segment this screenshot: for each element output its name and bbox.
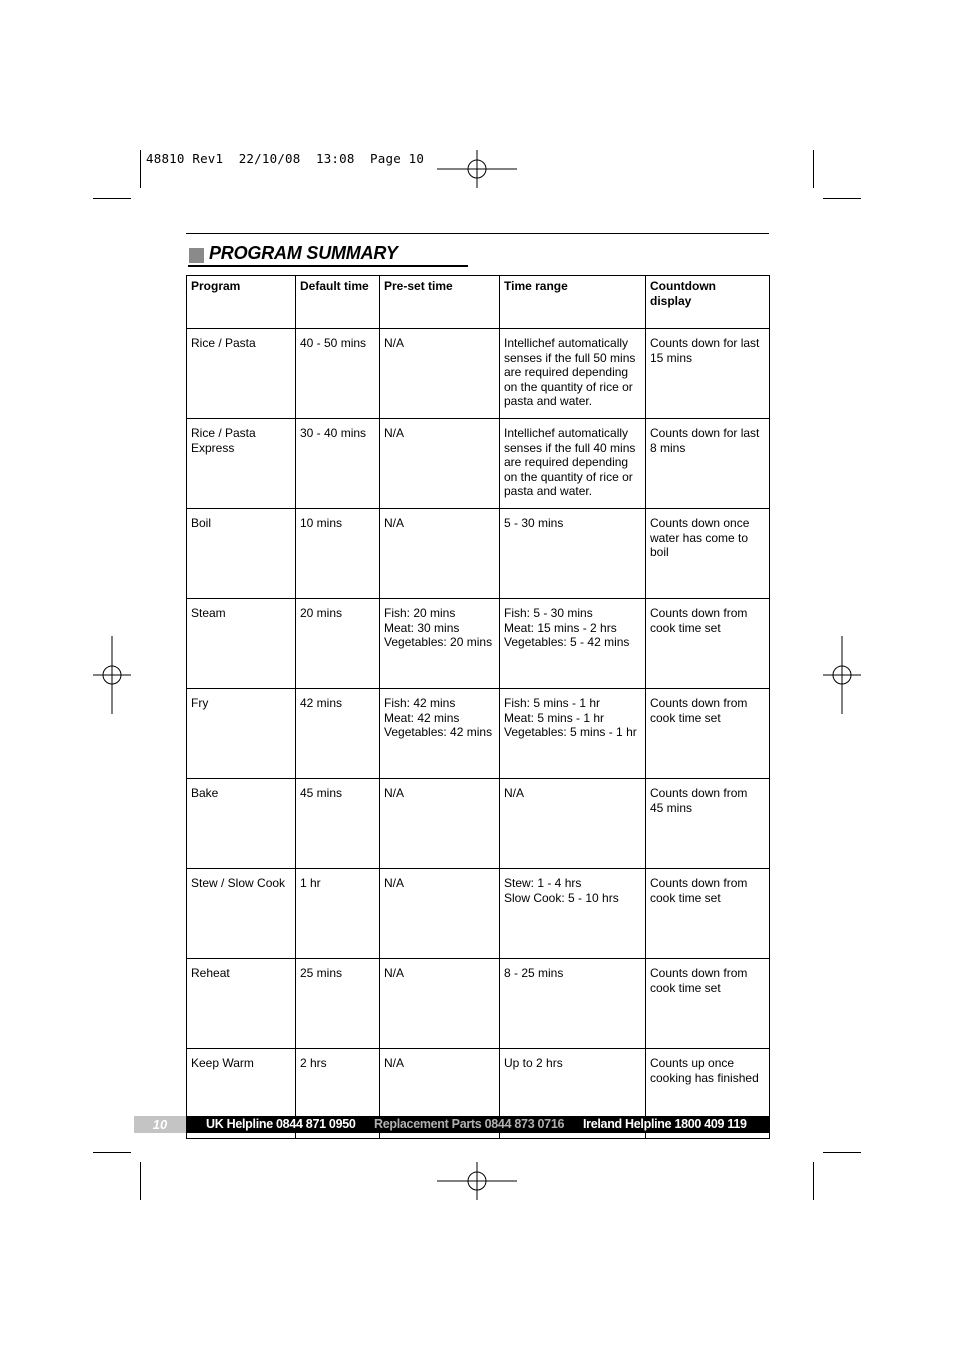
cell-countdown-display: Counts down once water has come to boil [646, 509, 770, 599]
cell-preset-time: N/A [380, 419, 500, 509]
crop-mark [93, 1152, 131, 1153]
cell-default-time: 10 mins [296, 509, 380, 599]
table-row [187, 329, 770, 419]
header-preset-time: Pre-set time [380, 276, 500, 329]
cell-program: Bake [187, 779, 296, 869]
cell-default-time: 30 - 40 mins [296, 419, 380, 509]
cell-preset-time: N/A [380, 509, 500, 599]
cell-time-range: Intellichef automatically senses if the full 40 mins are required depending on the quantity of rice or pasta and water. [500, 419, 646, 509]
cell-program: Boil [187, 509, 296, 599]
cell-default-time: 45 mins [296, 779, 380, 869]
cell-program: Rice / Pasta Express [187, 419, 296, 509]
header-default-time: Default time [296, 276, 380, 329]
crop-mark [823, 198, 861, 199]
registration-mark-icon [93, 636, 131, 714]
replacement-parts-line: Replacement Parts 0844 873 0716 [374, 1117, 565, 1131]
header-time-range: Time range [500, 276, 646, 329]
cell-default-time: 42 mins [296, 689, 380, 779]
crop-mark [813, 150, 814, 188]
cell-preset-time: Fish: 42 mins Meat: 42 mins Vegetables: 42 mins [380, 689, 500, 779]
helpline-strip [186, 1116, 769, 1133]
cell-time-range: Fish: 5 mins - 1 hr Meat: 5 mins - 1 hr Vegetables: 5 mins - 1 hr [500, 689, 646, 779]
footer-helpline-bar [134, 1116, 769, 1133]
section-header [188, 243, 468, 267]
cell-preset-time: Fish: 20 mins Meat: 30 mins Vegetables: 20 mins [380, 599, 500, 689]
cell-default-time: 40 - 50 mins [296, 329, 380, 419]
crop-mark [140, 150, 141, 188]
page-number: 10 [134, 1116, 186, 1133]
cell-program: Fry [187, 689, 296, 779]
header-program: Program [187, 276, 296, 329]
cell-preset-time: N/A [380, 329, 500, 419]
cell-time-range: N/A [500, 779, 646, 869]
cell-time-range: Intellichef automatically senses if the full 50 mins are required depending on the quantity of rice or pasta and water. [500, 329, 646, 419]
section-underline [188, 265, 468, 267]
crop-mark [813, 1162, 814, 1200]
table-row [187, 869, 770, 959]
cell-program: Rice / Pasta [187, 329, 296, 419]
cell-time-range: Fish: 5 - 30 mins Meat: 15 mins - 2 hrs Vegetables: 5 - 42 mins [500, 599, 646, 689]
cell-default-time: 1 hr [296, 869, 380, 959]
cell-countdown-display: Counts down from cook time set [646, 689, 770, 779]
registration-mark-icon [437, 150, 517, 188]
ireland-helpline: Ireland Helpline 1800 409 119 [583, 1117, 747, 1131]
cell-countdown-display: Counts down from cook time set [646, 869, 770, 959]
cell-time-range: 8 - 25 mins [500, 959, 646, 1049]
table-row [187, 689, 770, 779]
header-countdown-display: Countdown display [646, 276, 770, 329]
cell-default-time: 2 hrs [296, 1049, 380, 1139]
cell-program: Reheat [187, 959, 296, 1049]
table-row [187, 779, 770, 869]
program-summary-table [186, 275, 770, 1139]
crop-mark [140, 1162, 141, 1200]
top-rule [186, 233, 769, 234]
table-row [187, 419, 770, 509]
table-row [187, 599, 770, 689]
cell-program: Keep Warm [187, 1049, 296, 1139]
registration-mark-icon [823, 636, 861, 714]
registration-mark-icon [437, 1162, 517, 1200]
cell-program: Steam [187, 599, 296, 689]
cell-preset-time: N/A [380, 959, 500, 1049]
cell-countdown-display: Counts down from 45 mins [646, 779, 770, 869]
table-row [187, 509, 770, 599]
cell-preset-time: N/A [380, 869, 500, 959]
table-row [187, 959, 770, 1049]
table-header-row [187, 276, 770, 329]
crop-mark [823, 1152, 861, 1153]
cell-countdown-display: Counts down for last 8 mins [646, 419, 770, 509]
uk-helpline: UK Helpline 0844 871 0950 [206, 1117, 356, 1131]
cell-countdown-display: Counts down from cook time set [646, 959, 770, 1049]
crop-mark [93, 198, 131, 199]
section-title: PROGRAM SUMMARY [209, 243, 398, 263]
cell-time-range: Up to 2 hrs [500, 1049, 646, 1139]
cell-countdown-display: Counts down for last 15 mins [646, 329, 770, 419]
cell-default-time: 25 mins [296, 959, 380, 1049]
cell-time-range: Stew: 1 - 4 hrs Slow Cook: 5 - 10 hrs [500, 869, 646, 959]
cell-countdown-display: Counts down from cook time set [646, 599, 770, 689]
cell-default-time: 20 mins [296, 599, 380, 689]
cell-program: Stew / Slow Cook [187, 869, 296, 959]
cell-preset-time: N/A [380, 779, 500, 869]
cell-time-range: 5 - 30 mins [500, 509, 646, 599]
print-slug: 48810 Rev1 22/10/08 13:08 Page 10 [146, 151, 425, 166]
cell-countdown-display: Counts up once cooking has finished [646, 1049, 770, 1139]
cell-preset-time: N/A [380, 1049, 500, 1139]
section-marker-icon [189, 248, 204, 263]
